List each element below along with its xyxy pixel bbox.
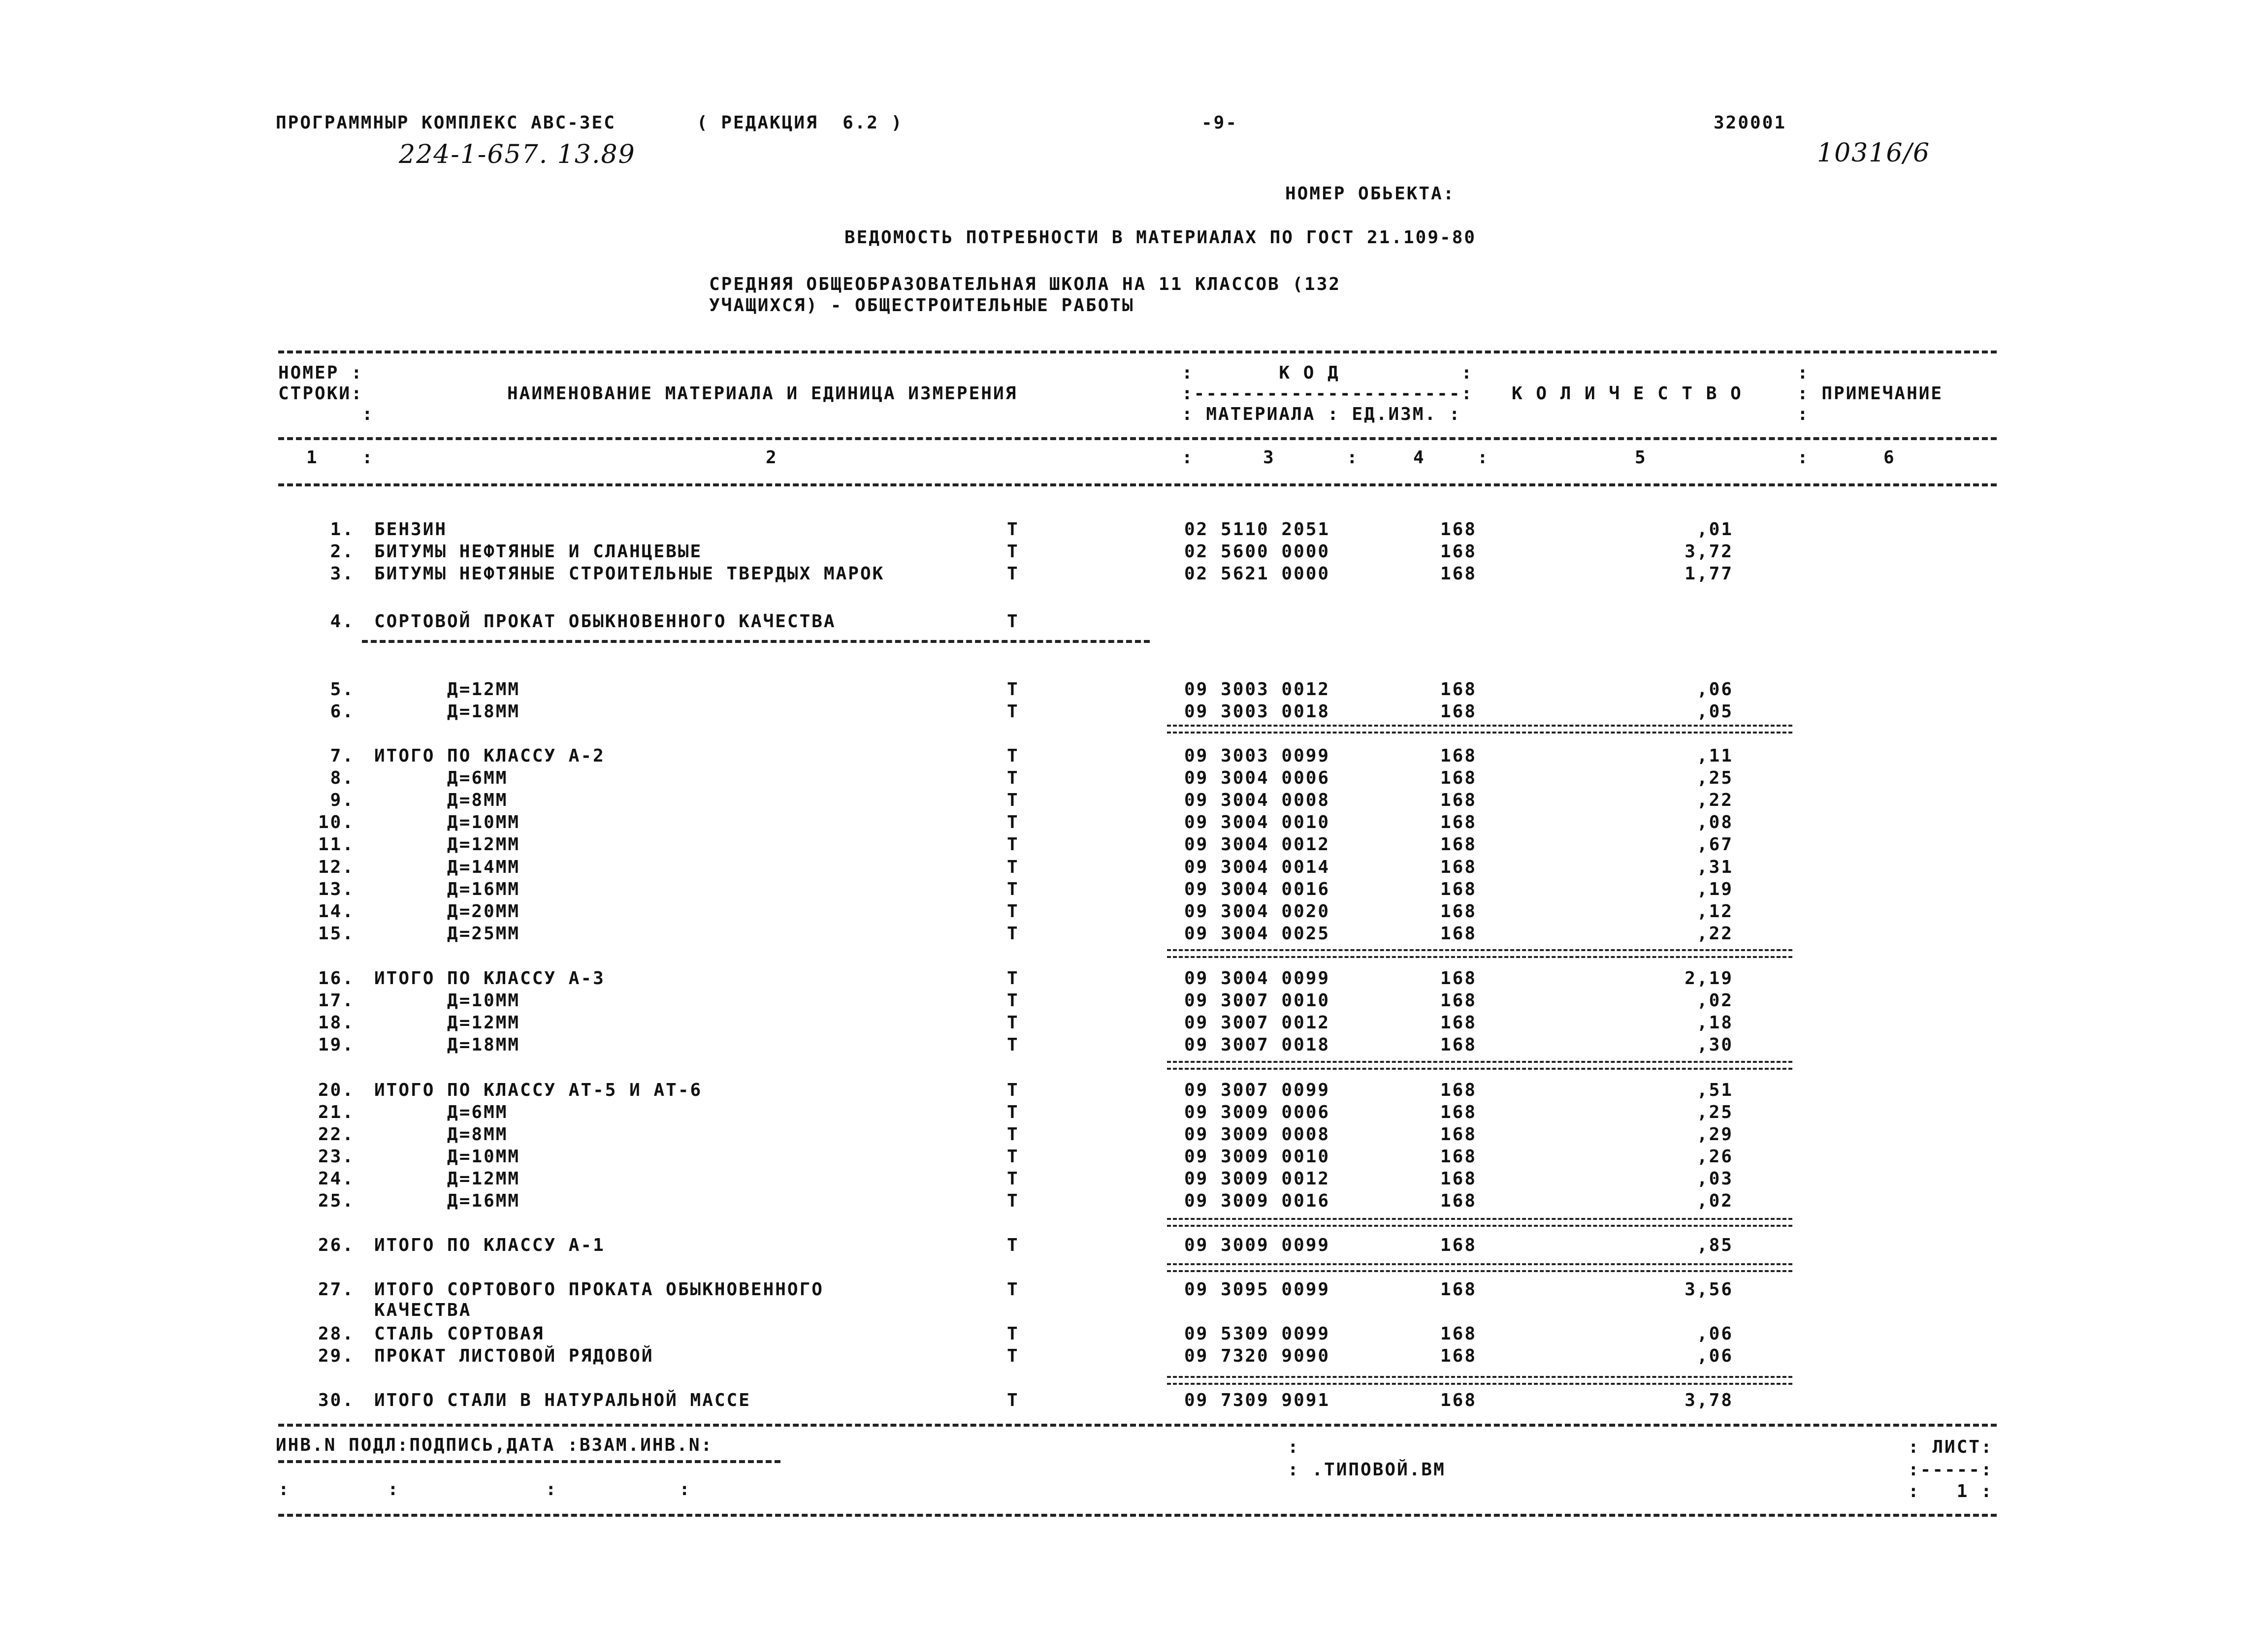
- row-number: 3.: [330, 564, 355, 584]
- material-code: 09 3009 0012: [1184, 1169, 1330, 1189]
- unit-cell: Т: [1007, 790, 1019, 810]
- material-code: 09 3004 0008: [1184, 790, 1330, 810]
- material-name: ИТОГО ПО КЛАССУ А-1: [374, 1235, 605, 1255]
- col-divider-1: :: [362, 447, 374, 468]
- row-number: 6.: [330, 702, 355, 722]
- unit-cell: Т: [1007, 901, 1019, 922]
- row-number: 10.: [318, 812, 355, 832]
- col-code-header-mid: :----------------------:: [1182, 383, 1474, 404]
- unit-cell: Т: [1007, 879, 1019, 899]
- stamp-cells: : : : :: [278, 1479, 691, 1500]
- col-number-5: 5: [1635, 447, 1647, 468]
- col-number-4: 4: [1413, 447, 1426, 468]
- material-code: 09 3004 0012: [1184, 834, 1330, 855]
- material-code: 09 3095 0099: [1184, 1279, 1330, 1300]
- row-number: 13.: [318, 879, 355, 899]
- unit-cell: Т: [1007, 1390, 1019, 1410]
- unit-code: 168: [1440, 1324, 1477, 1344]
- row-number: 17.: [318, 990, 355, 1011]
- unit-cell: Т: [1007, 564, 1019, 584]
- material-code: 09 3009 0099: [1184, 1235, 1330, 1255]
- material-code: 09 3003 0099: [1184, 746, 1330, 766]
- row-number: 1.: [330, 519, 355, 540]
- row-number: 4.: [330, 611, 355, 632]
- col-number-1: 1: [306, 447, 319, 468]
- col-name-header: НАИМЕНОВАНИЕ МАТЕРИАЛА И ЕДИНИЦА ИЗМЕРЕНИЯ: [507, 383, 1018, 404]
- quantity-value: ,22: [1696, 790, 1733, 810]
- unit-cell: Т: [1007, 1169, 1019, 1189]
- unit-code: 168: [1440, 812, 1477, 832]
- footer-bottom-rule: [278, 1514, 1997, 1517]
- quantity-value: ,26: [1696, 1147, 1733, 1167]
- col-note-header-3: :: [1797, 404, 1810, 424]
- unit-cell: Т: [1007, 857, 1019, 877]
- unit-code: 168: [1440, 542, 1477, 562]
- unit-cell: Т: [1007, 679, 1019, 700]
- row-number: 9.: [330, 790, 355, 810]
- unit-cell: Т: [1007, 812, 1019, 832]
- row-number: 22.: [318, 1124, 355, 1145]
- row-number: 20.: [318, 1080, 355, 1100]
- material-name: ИТОГО ПО КЛАССУ А-3: [374, 968, 605, 989]
- handwritten-sheet-code: 10316/6: [1817, 138, 1931, 168]
- edition: ( РЕДАКЦИЯ 6.2 ): [697, 113, 904, 133]
- material-name: СТАЛЬ СОРТОВАЯ: [374, 1324, 545, 1344]
- col-code-header-top: : К О Д :: [1182, 363, 1474, 383]
- sheet-number: : 1 :: [1908, 1481, 1993, 1501]
- material-code: 02 5621 0000: [1184, 564, 1330, 584]
- footer-top-rule: [278, 1424, 1997, 1427]
- unit-cell: Т: [1007, 1279, 1019, 1300]
- subtotal-separator: [1167, 949, 1792, 958]
- quantity-value: ,30: [1696, 1035, 1733, 1055]
- material-code: 09 3009 0010: [1184, 1147, 1330, 1167]
- row-number: 18.: [318, 1013, 355, 1033]
- row-number: 8.: [330, 768, 355, 788]
- unit-code: 168: [1440, 901, 1477, 922]
- unit-cell: Т: [1007, 834, 1019, 855]
- quantity-value: ,85: [1696, 1235, 1733, 1255]
- quantity-value: ,01: [1696, 519, 1733, 540]
- col-row-no-header-3: :: [362, 404, 374, 424]
- material-name: Д=16ММ: [374, 879, 520, 899]
- unit-cell: Т: [1007, 1324, 1019, 1344]
- col-number-3: 3: [1263, 447, 1275, 468]
- quantity-value: ,05: [1696, 702, 1733, 722]
- material-name: ИТОГО СТАЛИ В НАТУРАЛЬНОЙ МАССЕ: [374, 1390, 751, 1410]
- col-quantity-header: К О Л И Ч Е С Т В О: [1512, 383, 1743, 404]
- quantity-value: ,06: [1696, 1324, 1733, 1344]
- row-number: 24.: [318, 1169, 355, 1189]
- material-name: БИТУМЫ НЕФТЯНЫЕ И СЛАНЦЕВЫЕ: [374, 542, 703, 562]
- col-row-no-header-2: СТРОКИ:: [278, 383, 363, 404]
- unit-cell: Т: [1007, 1102, 1019, 1122]
- unit-code: 168: [1440, 1124, 1477, 1145]
- subtotal-separator: [1167, 725, 1792, 734]
- row-number: 25.: [318, 1191, 355, 1211]
- stamp-rule: [278, 1460, 780, 1463]
- row-number: 12.: [318, 857, 355, 877]
- material-name: Д=18ММ: [374, 1035, 520, 1055]
- material-code: 09 3004 0025: [1184, 924, 1330, 944]
- quantity-value: 3,56: [1685, 1279, 1733, 1300]
- unit-code: 168: [1440, 1035, 1477, 1055]
- material-code: 09 7320 9090: [1184, 1346, 1330, 1366]
- unit-code: 168: [1440, 1080, 1477, 1100]
- unit-code: 168: [1440, 1013, 1477, 1033]
- unit-code: 168: [1440, 968, 1477, 989]
- row-number: 19.: [318, 1035, 355, 1055]
- material-code: 09 3009 0006: [1184, 1102, 1330, 1122]
- col-note-header-1: :: [1797, 363, 1810, 383]
- material-code: 09 3003 0012: [1184, 679, 1330, 700]
- subtotal-separator: [1167, 1263, 1792, 1272]
- material-name: ИТОГО СОРТОВОГО ПРОКАТА ОБЫКНОВЕННОГО: [374, 1279, 824, 1300]
- material-name: СОРТОВОЙ ПРОКАТ ОБЫКНОВЕННОГО КАЧЕСТВА: [374, 611, 836, 632]
- material-name: ПРОКАТ ЛИСТОВОЙ РЯДОВОЙ: [374, 1346, 654, 1366]
- quantity-value: ,06: [1696, 679, 1733, 700]
- unit-code: 168: [1440, 1102, 1477, 1122]
- document-subtitle-line1: СРЕДНЯЯ ОБЩЕОБРАЗОВАТЕЛЬНАЯ ШКОЛА НА 11 КЛАССОВ (132: [709, 274, 1341, 294]
- unit-code: 168: [1440, 564, 1477, 584]
- object-number-label: НОМЕР ОБЬЕКТА:: [1285, 184, 1456, 204]
- material-name: Д=14ММ: [374, 857, 520, 877]
- unit-cell: Т: [1007, 1191, 1019, 1211]
- unit-cell: Т: [1007, 746, 1019, 766]
- quantity-value: 3,72: [1685, 542, 1733, 562]
- quantity-value: 1,77: [1685, 564, 1733, 584]
- row-number: 2.: [330, 542, 355, 562]
- material-code: 09 3004 0010: [1184, 812, 1330, 832]
- material-name: Д=12ММ: [374, 834, 520, 855]
- material-name: Д=12ММ: [374, 679, 520, 700]
- unit-code: 168: [1440, 857, 1477, 877]
- material-name: Д=6ММ: [374, 1102, 508, 1122]
- quantity-value: ,02: [1696, 1191, 1733, 1211]
- unit-code: 168: [1440, 1147, 1477, 1167]
- quantity-value: ,25: [1696, 1102, 1733, 1122]
- header-rule: [278, 437, 1997, 440]
- row-number: 5.: [330, 679, 355, 700]
- unit-code: 168: [1440, 790, 1477, 810]
- unit-cell: Т: [1007, 968, 1019, 989]
- quantity-value: ,08: [1696, 812, 1733, 832]
- material-name: Д=20ММ: [374, 901, 520, 922]
- unit-cell: Т: [1007, 1147, 1019, 1167]
- material-name: БЕНЗИН: [374, 519, 448, 540]
- col-code-header-bottom: : МАТЕРИАЛА : ЕД.ИЗМ. :: [1182, 404, 1461, 424]
- unit-code: 168: [1440, 834, 1477, 855]
- quantity-value: ,25: [1696, 768, 1733, 788]
- table-top-rule: [278, 351, 1997, 353]
- quantity-value: ,03: [1696, 1169, 1733, 1189]
- unit-cell: Т: [1007, 1013, 1019, 1033]
- row-number: 28.: [318, 1324, 355, 1344]
- quantity-value: ,12: [1696, 901, 1733, 922]
- material-code: 09 3009 0008: [1184, 1124, 1330, 1145]
- unit-cell: Т: [1007, 990, 1019, 1011]
- material-name: БИТУМЫ НЕФТЯНЫЕ СТРОИТЕЛЬНЫЕ ТВЕРДЫХ МАРОК: [374, 564, 885, 584]
- unit-code: 168: [1440, 990, 1477, 1011]
- sheet-label: : ЛИСТ:: [1908, 1437, 1993, 1457]
- quantity-value: ,19: [1696, 879, 1733, 899]
- subtotal-separator: [1167, 1376, 1792, 1385]
- unit-code: 168: [1440, 1390, 1477, 1410]
- row-number: 23.: [318, 1147, 355, 1167]
- unit-code: 168: [1440, 1279, 1477, 1300]
- unit-code: 168: [1440, 1169, 1477, 1189]
- unit-cell: Т: [1007, 702, 1019, 722]
- document-subtitle-line2: УЧАЩИХСЯ) - ОБЩЕСТРОИТЕЛЬНЫЕ РАБОТЫ: [709, 295, 1134, 316]
- unit-cell: Т: [1007, 1346, 1019, 1366]
- material-name: Д=16ММ: [374, 1191, 520, 1211]
- quantity-value: 2,19: [1685, 968, 1733, 989]
- material-code: 09 3004 0020: [1184, 901, 1330, 922]
- row-number: 30.: [318, 1390, 355, 1410]
- material-name: Д=10ММ: [374, 812, 520, 832]
- material-code: 09 3003 0018: [1184, 702, 1330, 722]
- col-number-2: 2: [766, 447, 778, 468]
- row-number: 7.: [330, 746, 355, 766]
- material-name: ИТОГО ПО КЛАССУ АТ-5 И АТ-6: [374, 1080, 703, 1100]
- unit-code: 168: [1440, 879, 1477, 899]
- material-name: Д=12ММ: [374, 1169, 520, 1189]
- quantity-value: ,29: [1696, 1124, 1733, 1145]
- unit-code: 168: [1440, 1235, 1477, 1255]
- material-name: Д=25ММ: [374, 924, 520, 944]
- unit-cell: Т: [1007, 1235, 1019, 1255]
- unit-code: 168: [1440, 768, 1477, 788]
- col-divider-3: :: [1347, 447, 1359, 468]
- material-name: ИТОГО ПО КЛАССУ А-2: [374, 746, 605, 766]
- row-number: 15.: [318, 924, 355, 944]
- row-number: 27.: [318, 1279, 355, 1300]
- handwritten-project-code: 224-1-657. 13.89: [399, 140, 636, 169]
- file-pipe: :: [1288, 1437, 1300, 1457]
- stamp-header: ИНВ.N ПОДЛ:ПОДПИСЬ,ДАТА :ВЗАМ.ИНВ.N:: [276, 1435, 713, 1455]
- material-code: 09 3007 0099: [1184, 1080, 1330, 1100]
- unit-code: 168: [1440, 679, 1477, 700]
- material-code: 09 3004 0006: [1184, 768, 1330, 788]
- material-code: 02 5110 2051: [1184, 519, 1330, 540]
- material-code: 09 3007 0018: [1184, 1035, 1330, 1055]
- unit-cell: Т: [1007, 1124, 1019, 1145]
- material-code: 09 3009 0016: [1184, 1191, 1330, 1211]
- unit-cell: Т: [1007, 924, 1019, 944]
- material-name-continued: КАЧЕСТВА: [374, 1300, 472, 1320]
- material-code: 09 5309 0099: [1184, 1324, 1330, 1344]
- col-row-no-header-1: НОМЕР :: [278, 363, 363, 383]
- unit-cell: Т: [1007, 1035, 1019, 1055]
- unit-code: 168: [1440, 702, 1477, 722]
- row-number: 16.: [318, 968, 355, 989]
- row-number: 21.: [318, 1102, 355, 1122]
- col-number-6: 6: [1883, 447, 1896, 468]
- subtotal-separator: [1167, 1061, 1792, 1070]
- quantity-value: ,67: [1696, 834, 1733, 855]
- quantity-value: ,18: [1696, 1013, 1733, 1033]
- unit-code: 168: [1440, 519, 1477, 540]
- material-name: Д=10ММ: [374, 990, 520, 1011]
- material-name: Д=6ММ: [374, 768, 508, 788]
- material-name: Д=8ММ: [374, 1124, 508, 1145]
- unit-cell: Т: [1007, 611, 1019, 632]
- row-number: 11.: [318, 834, 355, 855]
- row-number: 29.: [318, 1346, 355, 1366]
- material-code: 09 7309 9091: [1184, 1390, 1330, 1410]
- row-number: 26.: [318, 1235, 355, 1255]
- header-bottom-rule: [278, 483, 1997, 486]
- program-name: ПРОГРАММНЫР КОМПЛЕКС АВС-ЗЕС: [276, 113, 616, 133]
- col-divider-2: :: [1182, 447, 1194, 468]
- quantity-value: ,31: [1696, 857, 1733, 877]
- col-divider-4: :: [1477, 447, 1490, 468]
- material-name: Д=12ММ: [374, 1013, 520, 1033]
- unit-code: 168: [1440, 924, 1477, 944]
- material-name: Д=8ММ: [374, 790, 508, 810]
- material-name: Д=18ММ: [374, 702, 520, 722]
- col-note-header-2: : ПРИМЕЧАНИЕ: [1797, 383, 1944, 404]
- unit-cell: Т: [1007, 1080, 1019, 1100]
- unit-cell: Т: [1007, 542, 1019, 562]
- quantity-value: ,06: [1696, 1346, 1733, 1366]
- section-rule: [362, 640, 1150, 643]
- material-name: Д=10ММ: [374, 1147, 520, 1167]
- col-divider-5: :: [1797, 447, 1810, 468]
- document-title: ВЕДОМОСТЬ ПОТРЕБНОСТИ В МАТЕРИАЛАХ ПО ГОСТ 21.109-80: [844, 227, 1477, 248]
- document-code: 320001: [1714, 113, 1787, 133]
- unit-code: 168: [1440, 1346, 1477, 1366]
- quantity-value: ,02: [1696, 990, 1733, 1011]
- quantity-value: ,22: [1696, 924, 1733, 944]
- quantity-value: 3,78: [1685, 1390, 1733, 1410]
- quantity-value: ,51: [1696, 1080, 1733, 1100]
- row-number: 14.: [318, 901, 355, 922]
- material-code: 09 3004 0014: [1184, 857, 1330, 877]
- sheet-divider: :-----:: [1908, 1460, 1993, 1480]
- material-code: 09 3004 0099: [1184, 968, 1330, 989]
- unit-code: 168: [1440, 746, 1477, 766]
- material-code: 09 3007 0012: [1184, 1013, 1330, 1033]
- quantity-value: ,11: [1696, 746, 1733, 766]
- material-code: 09 3004 0016: [1184, 879, 1330, 899]
- subtotal-separator: [1167, 1218, 1792, 1227]
- material-code: 09 3007 0010: [1184, 990, 1330, 1011]
- material-code: 02 5600 0000: [1184, 542, 1330, 562]
- unit-cell: Т: [1007, 519, 1019, 540]
- page-number: -9-: [1201, 113, 1238, 133]
- unit-cell: Т: [1007, 768, 1019, 788]
- unit-code: 168: [1440, 1191, 1477, 1211]
- file-name: : .ТИПОВОЙ.ВМ: [1288, 1460, 1446, 1480]
